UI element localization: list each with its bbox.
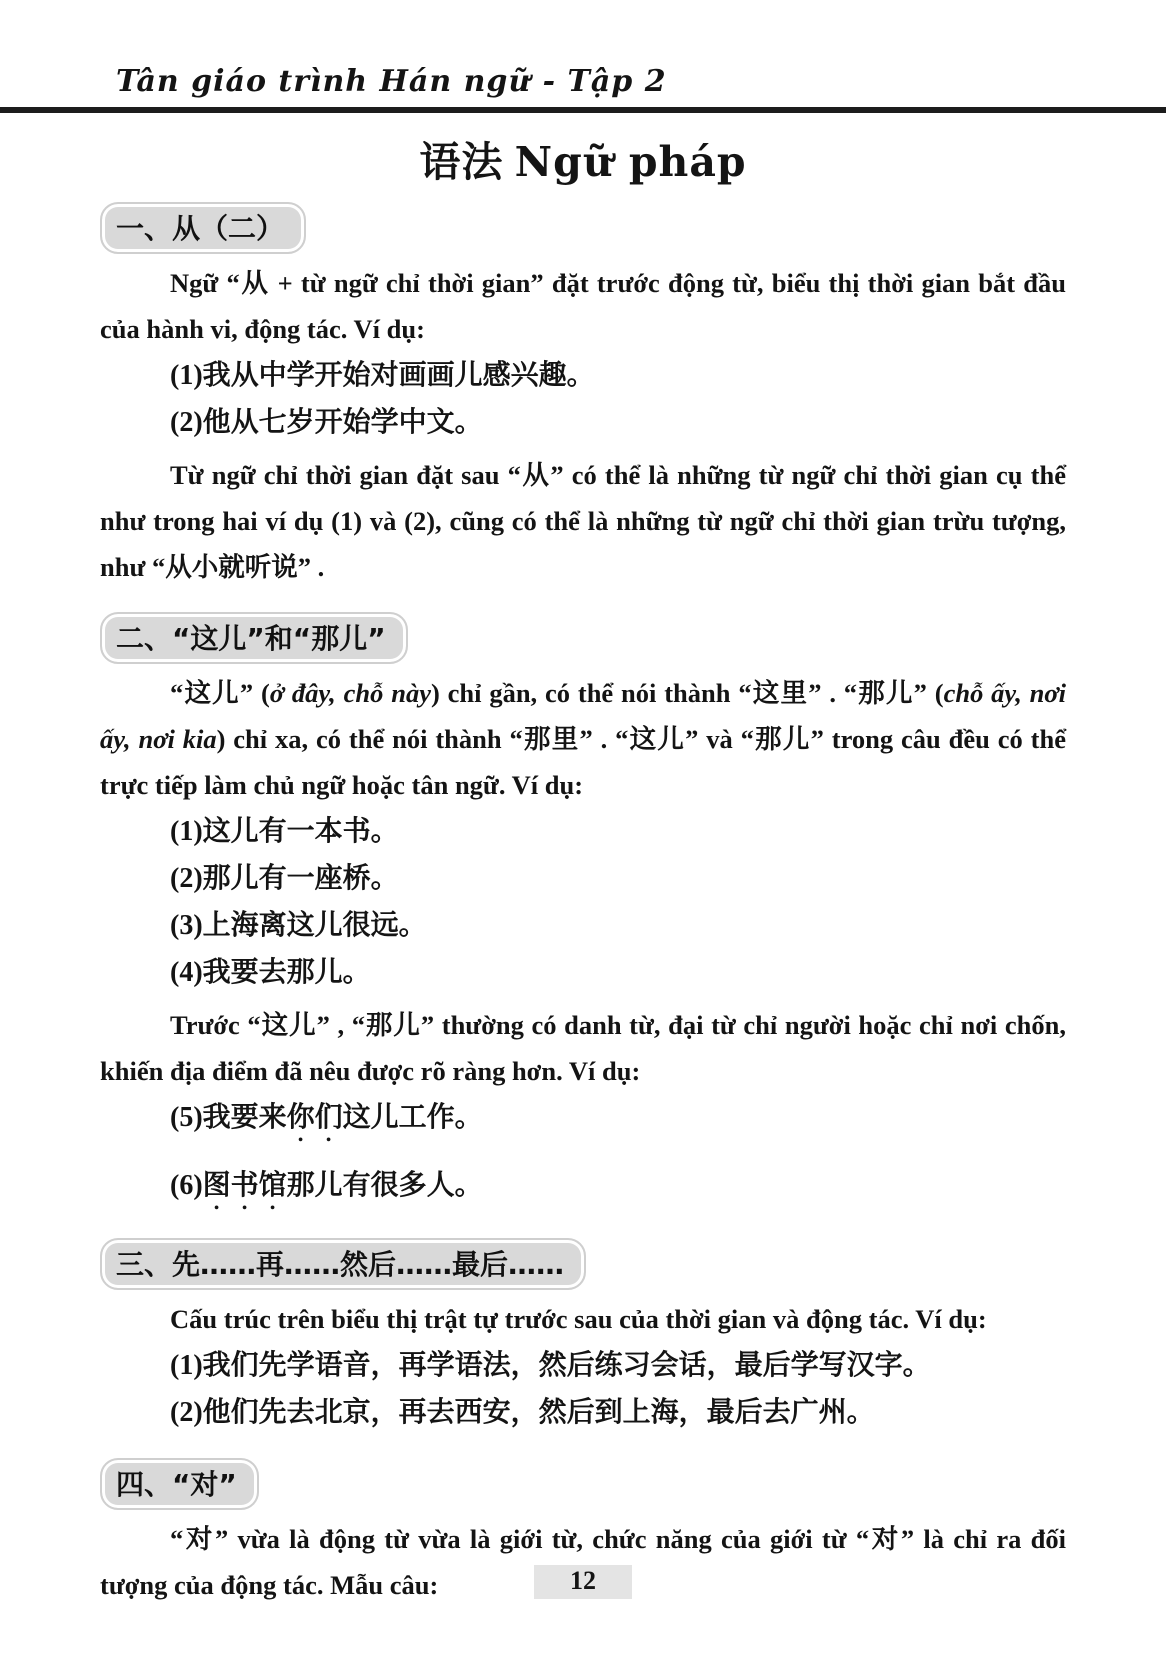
section-2-paragraph-2: Trước “这儿” , “那儿” thường có danh từ, đại từ chỉ người hoặc chỉ nơi chốn, khiến địa điểm đã nêu được rõ ràng hơn. Ví dụ: [100, 1010, 1066, 1086]
section-4-paragraph-1: “对” vừa là động từ vừa là giới từ, chức năng của giới từ “对” là chỉ ra đối tượng của động tác. Mẫu câu: [100, 1524, 1066, 1600]
header-rule [0, 107, 1166, 113]
text-run: ) chỉ xa, có thể nói thành “那里” . “这儿” và “那儿” trong câu đều có thể trực tiếp làm chủ ngữ hoặc tân ngữ. Ví dụ: [100, 724, 1066, 800]
text-run-italic: ở đây, chỗ này [269, 678, 431, 708]
running-head: Tân giáo trình Hán ngữ - Tập 2 [116, 64, 667, 99]
example-line: (1)我从中学开始对画画儿感兴趣。 [170, 360, 595, 391]
text-run-italic: chỗ ấy, nơi ấy, nơi kia [100, 678, 1066, 754]
example-line: (1)我们先学语音，再学语法，然后练习会话，最后学写汉字。 [170, 1350, 931, 1381]
example-line: (2)他们先去北京，再去西安，然后到上海，最后去广州。 [170, 1397, 875, 1428]
page-number: 12 [534, 1565, 632, 1599]
example-line [170, 1094, 1066, 1148]
section-4 [100, 1458, 1066, 1510]
example-line: (2)那儿有一座桥。 [170, 863, 399, 894]
page-title-chinese: 语法 [419, 138, 504, 186]
text-run: (5)我要来 [170, 1102, 287, 1133]
emphasized-text: 你们 [286, 1102, 343, 1133]
section-3-paragraph-1: Cấu trúc trên biểu thị trật tự trước sau của thời gian và động tác. Ví dụ: [170, 1304, 987, 1334]
example-line: (4)我要去那儿。 [170, 957, 371, 988]
section-2-heading-pill: 二、“这儿”和“那儿” [100, 612, 408, 664]
text-run: ) chỉ gần, có thể nói thành “这里” . “那儿” ( [430, 678, 944, 708]
section-2 [100, 612, 1066, 664]
section-1-paragraph-1: Ngữ “从 + từ ngữ chỉ thời gian” đặt trước động từ, biểu thị thời gian bắt đầu của hành vi, động tác. Ví dụ: [100, 268, 1066, 344]
example-line: (2)他从七岁开始学中文。 [170, 407, 483, 438]
page-content [0, 202, 1166, 1608]
section-1-paragraph-2: Từ ngữ chỉ thời gian đặt sau “从” có thể là những từ ngữ chỉ thời gian cụ thể như trong hai ví dụ (1) và (2), cũng có thể là những từ ngữ chỉ thời gian trừu tượng, như “从小就听说” . [100, 460, 1066, 582]
section-4-heading-pill: 四、“对” [100, 1458, 259, 1510]
emphasized-text: 图书馆 [202, 1170, 287, 1201]
section-1 [100, 202, 1066, 254]
section-3 [100, 1238, 1066, 1290]
text-run: 那儿有很多人。 [286, 1170, 483, 1201]
section-3-heading-pill: 三、先……再……然后……最后…… [100, 1238, 586, 1290]
page-title [0, 129, 1166, 188]
section-1-heading-pill: 一、从（二） [100, 202, 306, 254]
example-line: (3)上海离这儿很远。 [170, 910, 427, 941]
text-run: (6) [170, 1170, 203, 1201]
example-line [170, 1162, 1066, 1216]
text-run: “这儿” ( [170, 678, 270, 708]
text-run: 这儿工作。 [342, 1102, 483, 1133]
page-title-vietnamese: Ngữ pháp [514, 138, 747, 186]
example-line: (1)这儿有一本书。 [170, 816, 399, 847]
section-2-paragraph-1 [100, 670, 1066, 808]
